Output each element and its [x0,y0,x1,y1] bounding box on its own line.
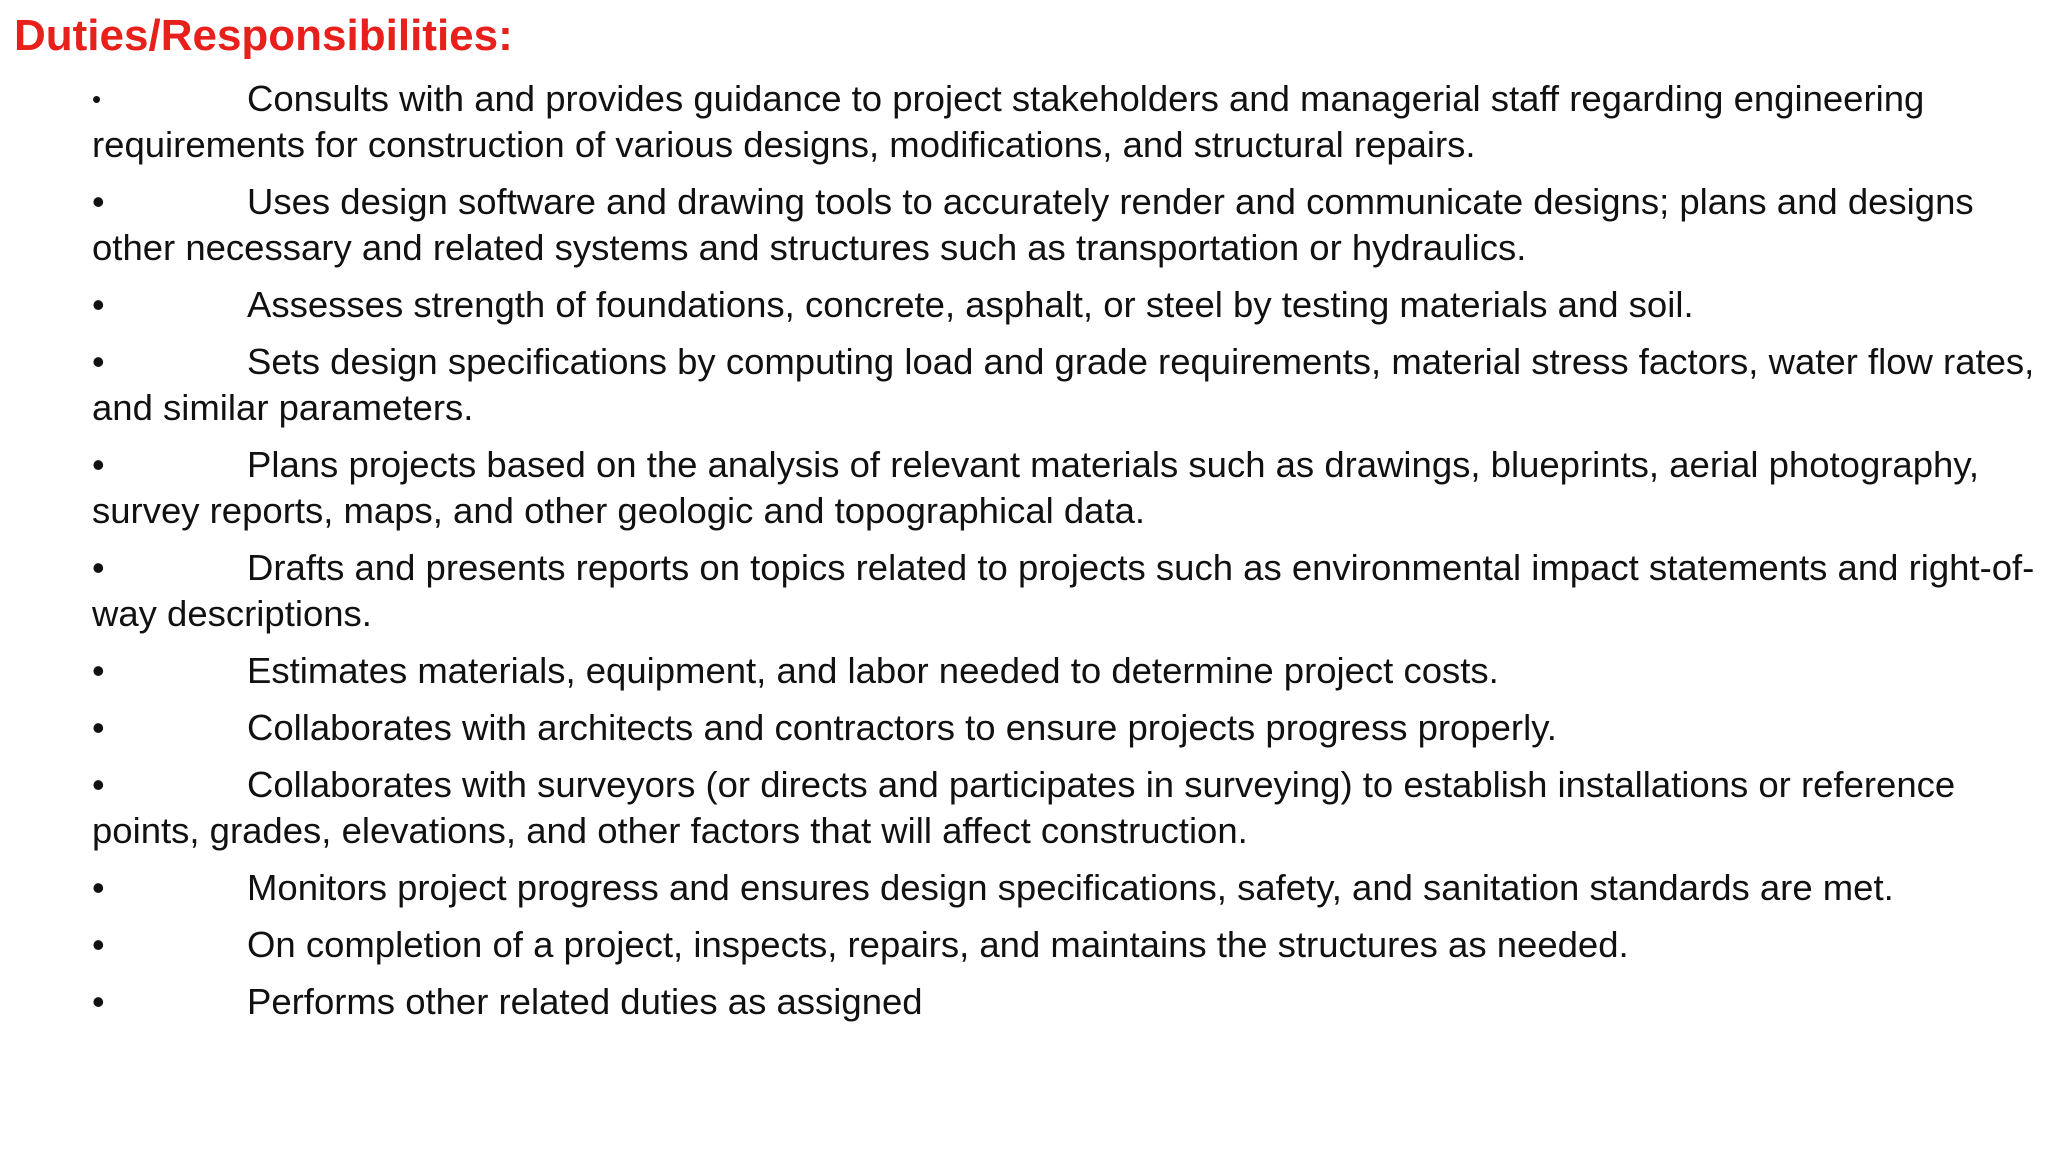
bullet-icon: • [92,284,105,325]
bullet-icon: • [92,981,105,1022]
bullet-icon: • [92,444,105,485]
bullet-icon: • [92,764,105,805]
duty-item-3 [92,282,2037,328]
duty-text: Collaborates with architects and contractors to ensure projects progress properly. [247,707,1557,748]
duty-item-6 [92,545,2037,637]
duty-text: Monitors project progress and ensures design specifications, safety, and sanitation standards are met. [247,867,1894,908]
section-heading: Duties/Responsibilities: [14,11,513,60]
duties-list [92,76,2037,1036]
bullet-icon: • [92,84,102,114]
duty-item-5 [92,442,2037,534]
duty-text: Assesses strength of foundations, concrete, asphalt, or steel by testing materials and soil. [247,284,1694,325]
duty-text: Performs other related duties as assigned [247,981,923,1022]
duty-item-2 [92,179,2037,271]
duty-text: Sets design specifications by computing load and grade requirements, material stress factors, water flow rates, and similar parameters. [92,341,2035,428]
bullet-icon: • [92,341,105,382]
bullet-icon: • [92,650,105,691]
bullet-icon: • [92,924,105,965]
duty-item-12 [92,979,2037,1025]
duty-item-10 [92,865,2037,911]
duty-text: Plans projects based on the analysis of relevant materials such as drawings, blueprints, aerial photography, survey reports, maps, and other geologic and topographical data. [92,444,1980,531]
duty-text: Consults with and provides guidance to project stakeholders and managerial staff regarding engineering requirements for construction of various designs, modifications, and structural repairs. [92,78,1925,165]
duty-item-9 [92,762,2037,854]
duty-item-1 [92,76,2037,168]
duty-text: Uses design software and drawing tools to accurately render and communicate designs; plans and designs other necessary and related systems and structures such as transportation or hydraulics. [92,181,1974,268]
duty-item-8 [92,705,2037,751]
duty-text: Drafts and presents reports on topics related to projects such as environmental impact statements and right-of-way descriptions. [92,547,2035,634]
duty-text: Estimates materials, equipment, and labor needed to determine project costs. [247,650,1499,691]
bullet-icon: • [92,867,105,908]
duty-text: Collaborates with surveyors (or directs and participates in surveying) to establish installations or reference points, grades, elevations, and other factors that will affect construction. [92,764,1956,851]
duty-item-7 [92,648,2037,694]
duty-item-11 [92,922,2037,968]
duty-item-4 [92,339,2037,431]
bullet-icon: • [92,547,105,588]
bullet-icon: • [92,707,105,748]
duty-text: On completion of a project, inspects, repairs, and maintains the structures as needed. [247,924,1629,965]
bullet-icon: • [92,181,105,222]
